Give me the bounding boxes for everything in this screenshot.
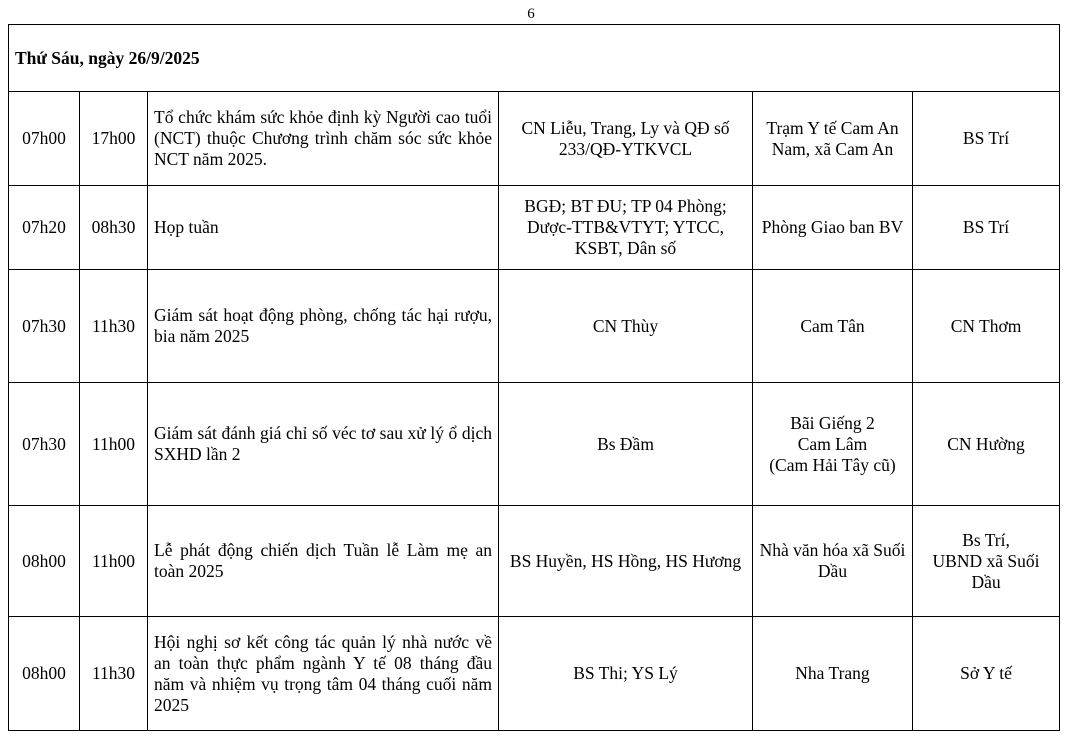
lead: BS Trí — [913, 186, 1060, 270]
participants: BS Huyền, HS Hồng, HS Hương — [499, 506, 753, 617]
task-text: Giám sát đánh giá chỉ số véc tơ sau xử lý ổ dịch SXHD lần 2 — [154, 423, 492, 464]
end-time: 08h30 — [80, 186, 148, 270]
page-number: 6 — [527, 6, 535, 22]
participants: BGĐ; BT ĐU; TP 04 Phòng; Dược-TTB&VTYT; YTCC, KSBT, Dân số — [499, 186, 753, 270]
task-text: Lễ phát động chiến dịch Tuần lễ Làm mẹ an toàn 2025 — [154, 540, 492, 581]
table-row — [9, 383, 1060, 506]
location: Bãi Giếng 2 Cam Lâm (Cam Hải Tây cũ) — [753, 383, 913, 506]
end-time: 11h30 — [80, 617, 148, 731]
table-row — [9, 506, 1060, 617]
start-time: 08h00 — [9, 617, 80, 731]
participants: CN Liễu, Trang, Ly và QĐ số 233/QĐ-YTKVCL — [499, 92, 753, 186]
location: Cam Tân — [753, 270, 913, 383]
location: Phòng Giao ban BV — [753, 186, 913, 270]
start-time: 07h30 — [9, 270, 80, 383]
table-row — [9, 617, 1060, 731]
task-description — [148, 270, 499, 383]
start-time: 07h30 — [9, 383, 80, 506]
participants: CN Thùy — [499, 270, 753, 383]
start-time: 08h00 — [9, 506, 80, 617]
location: Nhà văn hóa xã Suối Dầu — [753, 506, 913, 617]
end-time: 17h00 — [80, 92, 148, 186]
task-text: Giám sát hoạt động phòng, chống tác hại rượu, bia năm 2025 — [154, 305, 492, 346]
task-description — [148, 383, 499, 506]
task-description — [148, 186, 499, 270]
table-row — [9, 270, 1060, 383]
lead: Sở Y tế — [913, 617, 1060, 731]
participants: Bs Đầm — [499, 383, 753, 506]
task-description — [148, 92, 499, 186]
lead: Bs Trí, UBND xã Suối Dầu — [913, 506, 1060, 617]
task-description — [148, 617, 499, 731]
day-header: Thứ Sáu, ngày 26/9/2025 — [9, 25, 1060, 92]
day-header-row — [9, 25, 1060, 92]
lead: CN Thơm — [913, 270, 1060, 383]
start-time: 07h00 — [9, 92, 80, 186]
lead: CN Hường — [913, 383, 1060, 506]
task-description — [148, 506, 499, 617]
table-row — [9, 92, 1060, 186]
end-time: 11h00 — [80, 506, 148, 617]
task-text: Hội nghị sơ kết công tác quản lý nhà nước về an toàn thực phẩm ngành Y tế 08 tháng đầu năm và nhiệm vụ trọng tâm 04 tháng cuối năm 2025 — [154, 631, 492, 715]
participants: BS Thi; YS Lý — [499, 617, 753, 731]
end-time: 11h00 — [80, 383, 148, 506]
schedule-table — [8, 24, 1060, 731]
task-text: Tổ chức khám sức khỏe định kỳ Người cao tuổi (NCT) thuộc Chương trình chăm sóc sức khỏe NCT năm 2025. — [154, 107, 492, 169]
start-time: 07h20 — [9, 186, 80, 270]
location: Trạm Y tế Cam An Nam, xã Cam An — [753, 92, 913, 186]
task-text: Họp tuần — [154, 217, 219, 237]
lead: BS Trí — [913, 92, 1060, 186]
end-time: 11h30 — [80, 270, 148, 383]
location: Nha Trang — [753, 617, 913, 731]
table-row — [9, 186, 1060, 270]
